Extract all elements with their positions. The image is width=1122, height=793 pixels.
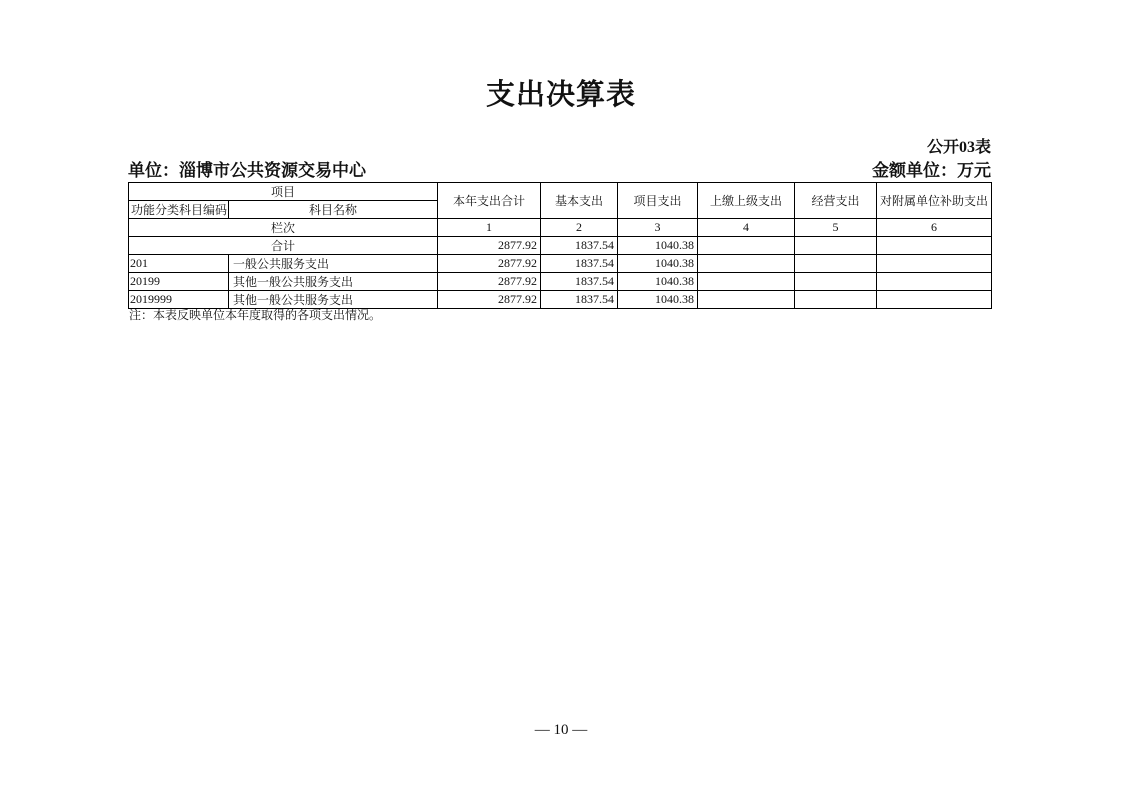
row-value [877, 291, 992, 309]
column-index: 4 [698, 219, 795, 237]
row-name: 一般公共服务支出 [229, 255, 438, 273]
row-value: 1837.54 [541, 291, 618, 309]
row-value: 2877.92 [438, 237, 541, 255]
page-number: — 10 — [534, 722, 588, 738]
header-project-group: 项目 [129, 183, 438, 201]
amount-unit-label: 金额单位：万元 [872, 161, 991, 180]
row-name: 其他一般公共服务支出 [229, 273, 438, 291]
row-value: 1040.38 [618, 273, 698, 291]
column-index: 3 [618, 219, 698, 237]
column-index: 5 [795, 219, 877, 237]
row-value: 1040.38 [618, 237, 698, 255]
row-value: 1837.54 [541, 255, 618, 273]
column-index: 1 [438, 219, 541, 237]
row-code: 20199 [129, 273, 229, 291]
row-value [698, 237, 795, 255]
table-row [129, 273, 992, 291]
row-value: 2877.92 [438, 273, 541, 291]
row-value [698, 273, 795, 291]
row-value [877, 255, 992, 273]
page-title: 支出决算表 [485, 79, 636, 111]
row-total-label: 合计 [129, 237, 438, 255]
row-value: 1837.54 [541, 237, 618, 255]
header-code-label: 功能分类科目编码 [129, 201, 229, 219]
expenditure-table [128, 182, 992, 309]
row-value [795, 237, 877, 255]
header-name-label: 科目名称 [229, 201, 438, 219]
row-value: 1837.54 [541, 273, 618, 291]
table-meta-row [128, 156, 991, 181]
row-value [877, 237, 992, 255]
row-code: 201 [129, 255, 229, 273]
column-index: 2 [541, 219, 618, 237]
row-value [795, 255, 877, 273]
header-col-basic: 基本支出 [541, 183, 618, 219]
row-value [795, 273, 877, 291]
row-value: 2877.92 [438, 291, 541, 309]
row-code: 2019999 [129, 291, 229, 309]
table-row-total [129, 237, 992, 255]
row-value [877, 273, 992, 291]
header-col-total: 本年支出合计 [438, 183, 541, 219]
header-col-upturn: 上缴上级支出 [698, 183, 795, 219]
unit-name-label: 单位：淄博市公共资源交易中心 [128, 161, 366, 180]
header-col-subsidy: 对附属单位补助支出 [877, 183, 992, 219]
row-value: 2877.92 [438, 255, 541, 273]
header-col-operating: 经营支出 [795, 183, 877, 219]
header-col-project-exp: 项目支出 [618, 183, 698, 219]
row-value: 1040.38 [618, 291, 698, 309]
index-row-label: 栏次 [129, 219, 438, 237]
row-value [795, 291, 877, 309]
table-footnote: 注：本表反映单位本年度取得的各项支出情况。 [129, 308, 382, 322]
column-index: 6 [877, 219, 992, 237]
header-row-project [129, 183, 992, 201]
column-index-row [129, 219, 992, 237]
table-row [129, 255, 992, 273]
form-code-label: 公开03表 [926, 139, 991, 156]
row-name: 其他一般公共服务支出 [229, 291, 438, 309]
row-value: 1040.38 [618, 255, 698, 273]
row-value [698, 291, 795, 309]
row-value [698, 255, 795, 273]
